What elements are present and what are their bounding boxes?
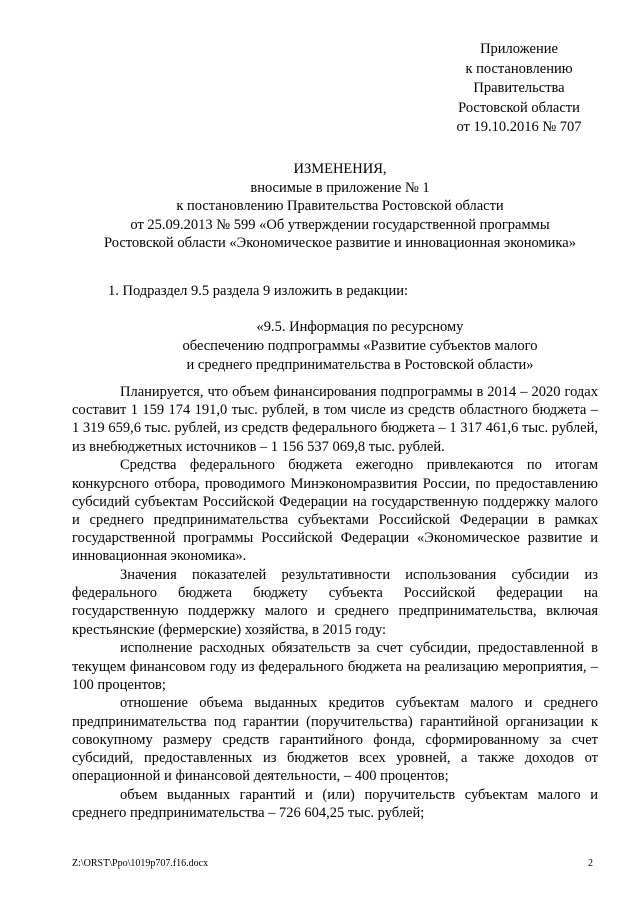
paragraph-indicator-3: объем выданных гарантий и (или) поручительств субъектам малого и среднего предпринимательства – 726 604,25 тыс. рублей; [72, 786, 598, 822]
section-title-line: «9.5. Информация по ресурсному [256, 319, 464, 335]
changes-line: вносимые в приложение № 1 [250, 179, 430, 196]
paragraph-indicator-2: отношение объема выданных кредитов субъектам малого и среднего предпринимательства под гарантии (поручительства) гарантийной организации к совокупному размеру средств гарантийного фонда, сформированному за счет субсидий, предоставленных из бюджетов всех уровней, а также доходов от операционной и финансовой деятельности, – 400 процентов; [72, 695, 598, 785]
body-text [72, 383, 598, 822]
paragraph-indicator-1: исполнение расходных обязательств за счет субсидии, предоставленной в текущем финансовом году из федерального бюджета на реализацию мероприятия, – 100 процентов; [72, 640, 598, 693]
footer-file-path: Z:\ORST\Ppo\1019p707.f16.docx [72, 858, 209, 869]
changes-heading [60, 160, 620, 253]
changes-line: к постановлению Правительства Ростовской области [176, 198, 504, 214]
section-title [120, 318, 600, 375]
paragraph-indicators: Значения показателей результативности использования субсидии из федерального бюджета бюджету субъекта Российской федерации на государственную поддержку малого и среднего предпринимательства, включая крестьянские (фермерские) хозяйства, в 2015 году: [72, 567, 598, 638]
appendix-line: к постановлению [465, 60, 573, 77]
changes-line: от 25.09.2013 № 599 «Об утверждении государственной программы [130, 216, 550, 233]
appendix-line: от 19.10.2016 № 707 [456, 119, 582, 135]
appendix-line: Ростовской области [458, 99, 580, 116]
appendix-line: Правительства [473, 80, 565, 96]
appendix-header [400, 40, 638, 138]
section-title-line: и среднего предпринимательства в Ростовской области» [186, 357, 534, 373]
section-title-line: обеспечению подпрограммы «Развитие субъектов малого [182, 338, 538, 354]
footer-page-number: 2 [588, 858, 593, 869]
changes-line: Ростовской области «Экономическое развитие и инновационная экономика» [104, 235, 576, 251]
changes-title: ИЗМЕНЕНИЯ, [293, 161, 387, 177]
item-1-instruction: 1. Подраздел 9.5 раздела 9 изложить в редакции: [108, 283, 408, 299]
paragraph-federal-funds: Средства федерального бюджета ежегодно привлекаются по итогам конкурсного отбора, проводимого Минэкономразвития России, по предоставлению субсидий субъектам Российской Федерации на государственную поддержку малого и среднего предпринимательства субъектами Российской Федерации в рамках государственной программы Российской Федерации «Экономическое развитие и инновационная экономика». [72, 457, 598, 565]
appendix-line: Приложение [480, 41, 558, 57]
paragraph-financing: Планируется, что объем финансирования подпрограммы в 2014 – 2020 годах составит 1 159 174 191,0 тыс. рублей, в том числе из средств областного бюджета – 1 319 659,6 тыс. рублей, из средств федерального бюджета – 1 317 461,6 тыс. рублей, из внебюджетных источников – 1 156 537 069,8 тыс. рублей. [72, 384, 598, 455]
